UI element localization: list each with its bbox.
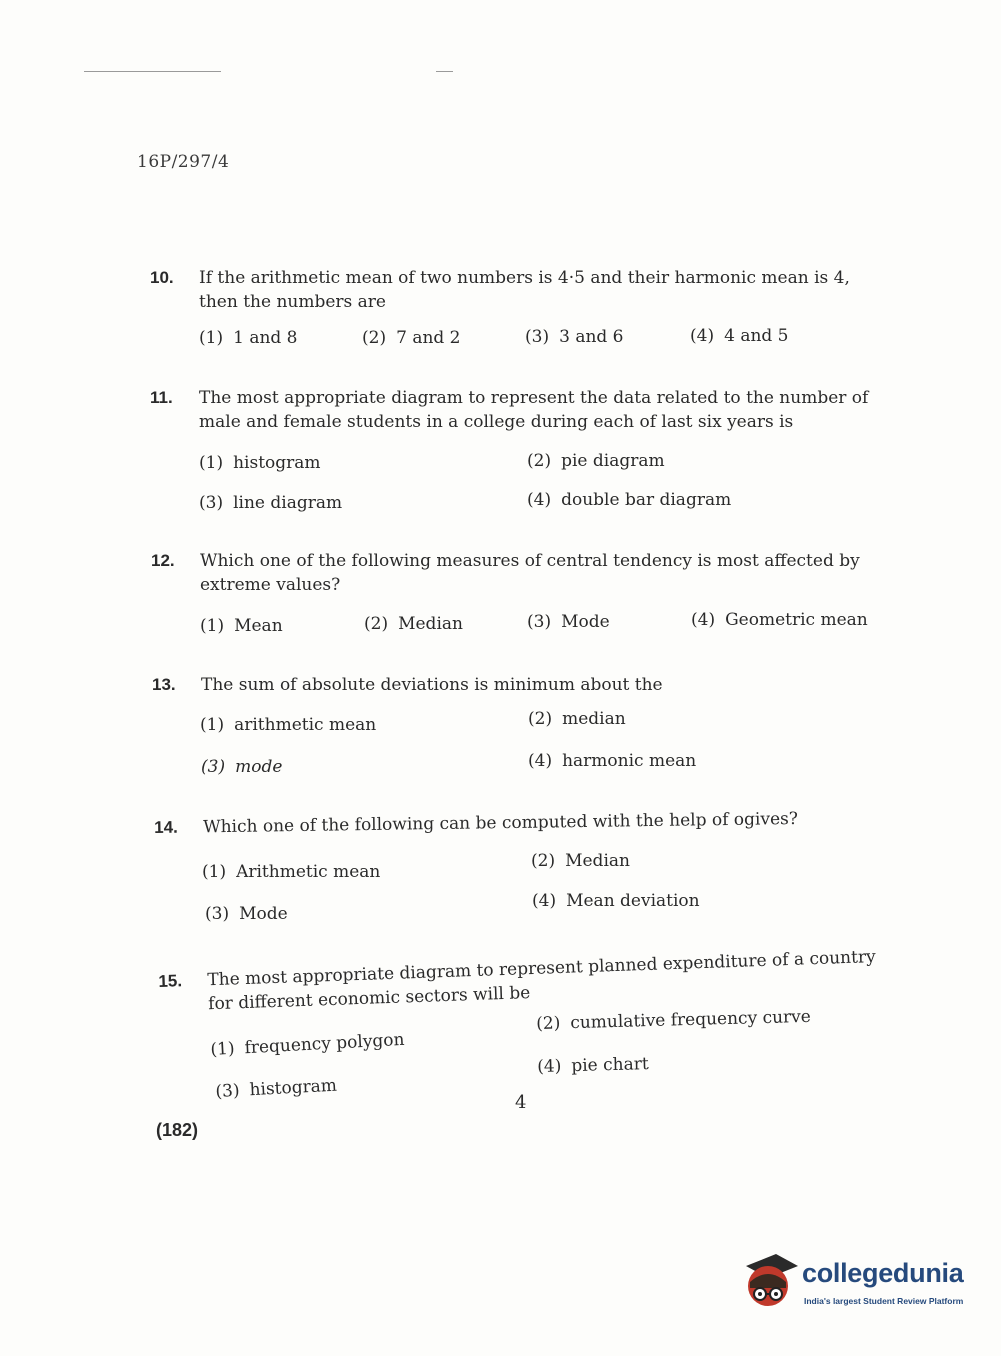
option[interactable]: (1) 1 and 8 xyxy=(199,328,298,348)
top-rule-left xyxy=(84,71,221,72)
collegedunia-watermark xyxy=(742,1252,972,1322)
option[interactable]: (2) Median xyxy=(364,614,463,634)
option[interactable]: (3) mode xyxy=(201,757,283,777)
option[interactable]: (3) histogram xyxy=(215,1075,338,1102)
question-text: Which one of the following can be computed with the help of ogives? xyxy=(203,809,799,838)
option[interactable]: (1) arithmetic mean xyxy=(200,715,377,735)
option[interactable]: (4) Geometric mean xyxy=(691,610,868,630)
option[interactable]: (3) 3 and 6 xyxy=(525,327,624,347)
option[interactable]: (2) cumulative frequency curve xyxy=(536,1006,812,1034)
top-rule-right xyxy=(436,71,453,72)
option[interactable]: (2) 7 and 2 xyxy=(362,328,461,348)
option[interactable]: (2) Median xyxy=(531,851,630,871)
option[interactable]: (4) harmonic mean xyxy=(528,751,697,771)
option[interactable]: (3) line diagram xyxy=(199,493,343,513)
option[interactable]: (2) pie diagram xyxy=(527,451,665,471)
option[interactable]: (4) double bar diagram xyxy=(527,490,732,510)
option[interactable]: (1) histogram xyxy=(199,453,321,473)
question-text: The most appropriate diagram to represent planned expenditure of a country for different economic sectors will be xyxy=(207,946,876,1015)
question-number: 10. xyxy=(150,268,174,287)
question-number: 12. xyxy=(151,551,175,570)
option[interactable]: (1) Arithmetic mean xyxy=(202,862,381,882)
question-text: Which one of the following measures of central tendency is most affected by extreme values? xyxy=(200,551,860,595)
option[interactable]: (4) 4 and 5 xyxy=(690,326,789,346)
question-number: 14. xyxy=(154,817,178,837)
question-number: 15. xyxy=(158,971,183,991)
question-text: If the arithmetic mean of two numbers is 4·5 and their harmonic mean is 4, then the numbers are xyxy=(199,268,850,312)
brand-tagline: India's largest Student Review Platform xyxy=(804,1296,964,1306)
option[interactable]: (3) Mode xyxy=(527,612,610,632)
option[interactable]: (3) Mode xyxy=(205,904,288,924)
option[interactable]: (1) Mean xyxy=(200,616,283,636)
question-text: The most appropriate diagram to represent the data related to the number of male and female students in a college during each of last six years is xyxy=(199,388,869,432)
question-number: 13. xyxy=(152,675,176,694)
option[interactable]: (2) median xyxy=(528,709,626,729)
brand-name: collegedunia xyxy=(802,1258,964,1288)
option[interactable]: (1) frequency polygon xyxy=(210,1029,405,1060)
option[interactable]: (4) Mean deviation xyxy=(532,891,700,911)
question-text: The sum of absolute deviations is minimum about the xyxy=(201,675,663,695)
mascot-icon xyxy=(742,1252,800,1312)
page-number: 4 xyxy=(515,1092,527,1113)
question-number: 11. xyxy=(150,388,173,407)
footer-code: (182) xyxy=(156,1120,199,1140)
option[interactable]: (4) pie chart xyxy=(537,1054,649,1077)
paper-code: 16P/297/4 xyxy=(137,152,230,172)
